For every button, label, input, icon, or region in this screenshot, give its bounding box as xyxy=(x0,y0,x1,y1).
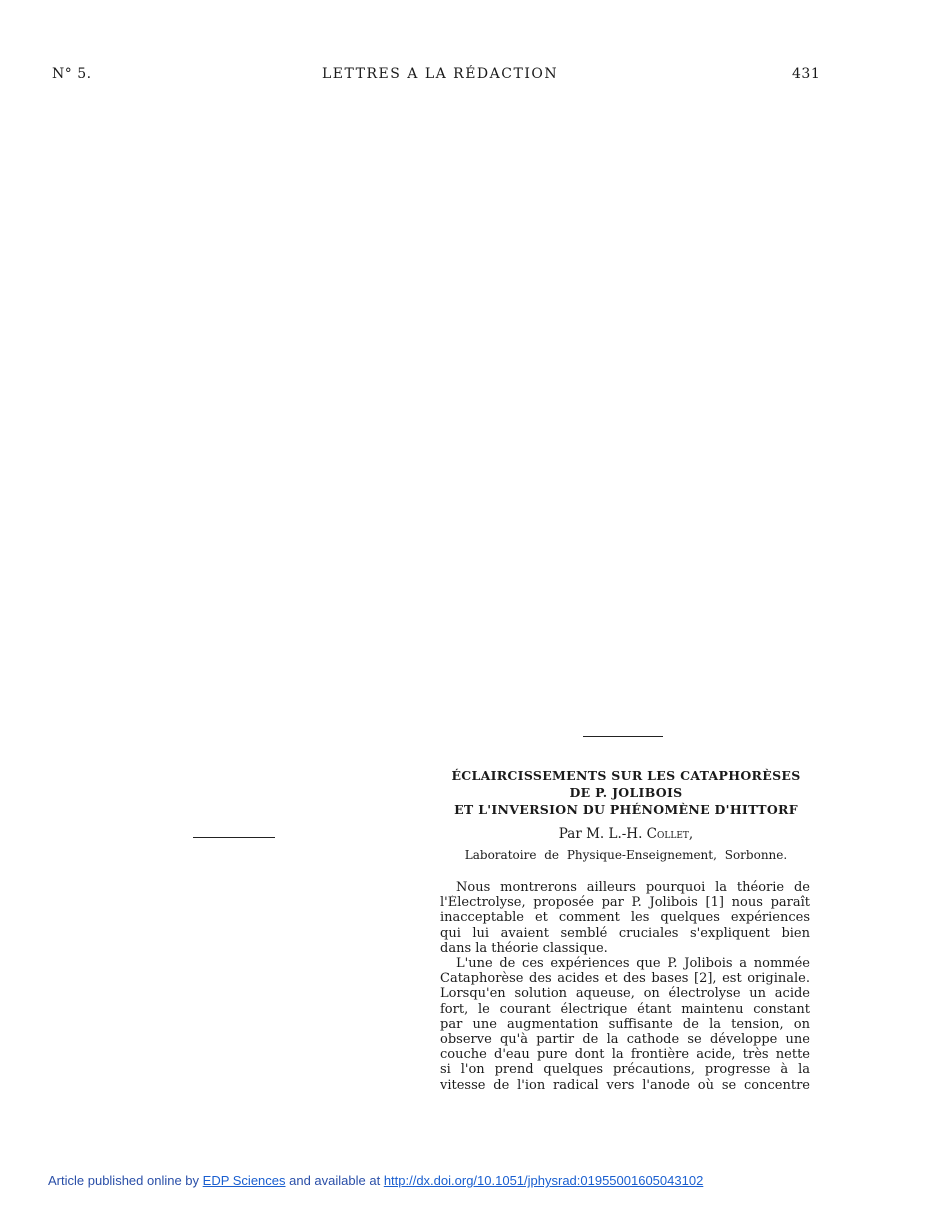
column-divider-rule xyxy=(193,837,275,838)
footer-middle: and available at xyxy=(285,1173,384,1188)
body-line: dans la théorie classique. xyxy=(440,940,608,956)
body-line: L'une de ces expériences que P. Jolibois a nommée xyxy=(456,956,810,972)
issue-number: N° 5. xyxy=(52,66,92,82)
article-title-line: ET L'INVERSION DU PHÉNOMÈNE D'HITTORF xyxy=(454,802,798,817)
body-line: inacceptable et comment les quelques expériences xyxy=(440,910,810,926)
running-header-title: LETTRES A LA RÉDACTION xyxy=(322,66,559,82)
article-title xyxy=(440,767,812,818)
author-name: Collet, xyxy=(646,826,694,842)
author-prefix: Par M. L.-H. xyxy=(558,826,647,842)
body-line: observe qu'à partir de la cathode se développe une xyxy=(440,1032,810,1048)
article-body xyxy=(440,880,810,1093)
body-line: Lorsqu'en solution aqueuse, on électrolyse un acide xyxy=(440,986,810,1002)
doi-link[interactable]: http://dx.doi.org/10.1051/jphysrad:01955001605043102 xyxy=(383,1173,704,1188)
body-line: l'Électrolyse, proposée par P. Jolibois [1] nous paraît xyxy=(440,895,810,911)
publisher-link[interactable]: EDP Sciences xyxy=(202,1173,286,1188)
page-number: 431 xyxy=(792,66,821,82)
body-line: si l'on prend quelques précautions, progresse à la xyxy=(440,1062,810,1078)
publication-footer xyxy=(48,1173,703,1188)
footer-prefix: Article published online by xyxy=(48,1173,203,1188)
article-title-line: DE P. JOLIBOIS xyxy=(569,785,683,800)
body-line: fort, le courant électrique étant maintenu constant xyxy=(440,1001,810,1017)
article-title-line: ÉCLAIRCISSEMENTS SUR LES CATAPHORÈSES xyxy=(451,768,801,783)
section-divider-rule xyxy=(583,736,663,737)
body-line: par une augmentation suffisante de la tension, on xyxy=(440,1016,810,1032)
body-line: qui lui avaient semblé cruciales s'expliquent bien xyxy=(440,925,810,941)
body-line: Nous montrerons ailleurs pourquoi la théorie de xyxy=(456,880,810,895)
body-line: couche d'eau pure dont la frontière acide, très nette xyxy=(440,1047,810,1063)
author-line xyxy=(440,826,812,842)
body-line: Cataphorèse des acides et des bases [2], est originale. xyxy=(440,971,810,987)
body-line: vitesse de l'ion radical vers l'anode où se concentre xyxy=(440,1077,810,1093)
author-affiliation: Laboratoire de Physique-Enseignement, Sorbonne. xyxy=(464,848,788,862)
